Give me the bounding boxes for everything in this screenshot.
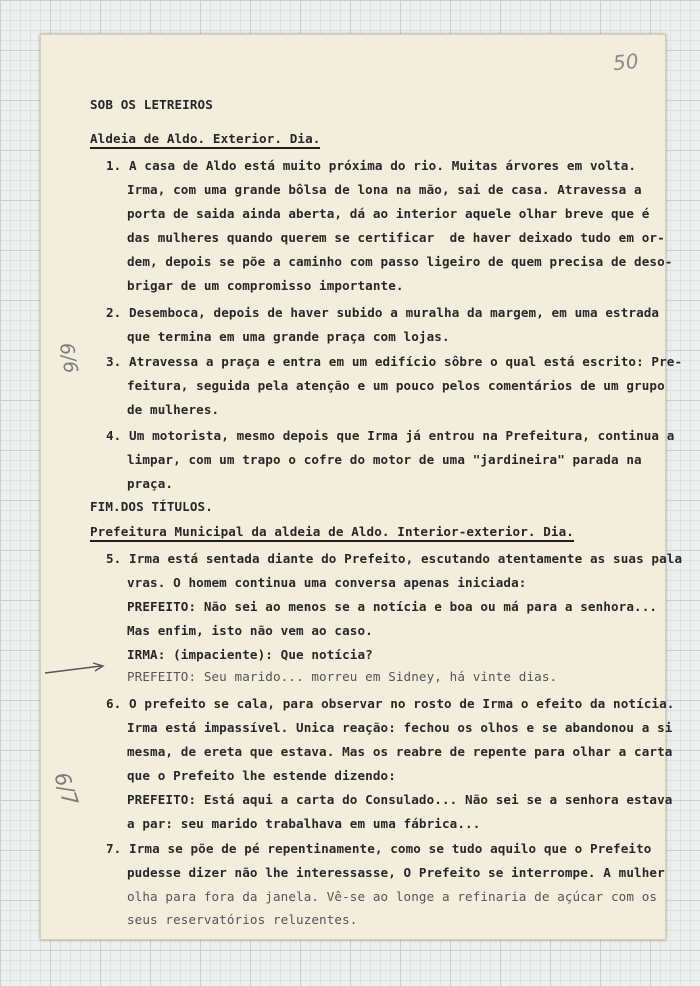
text-line: IRMA: (impaciente): Que notícia? <box>127 647 373 662</box>
text-line: dem, depois se põe a caminho com passo ligeiro de quem precisa de deso- <box>127 254 673 269</box>
scene-heading: Aldeia de Aldo. Exterior. Dia. <box>90 131 320 149</box>
text-line: PREFEITO: Seu marido... morreu em Sidney, há vinte dias. <box>127 669 558 684</box>
text-line: PREFEITO: Não sei ao menos se a notícia e boa ou má para a senhora... <box>127 599 658 614</box>
text-line: PREFEITO: Está aqui a carta do Consulado... Não sei se a senhora estava <box>127 792 673 807</box>
text-line: que o Prefeito lhe estende dizendo: <box>127 768 396 783</box>
document-page <box>40 34 683 940</box>
section-title: FIM.DOS TÍTULOS. <box>90 499 213 514</box>
margin-note-top: 6/6 <box>54 341 82 375</box>
text-line: 4. Um motorista, mesmo depois que Irma já entrou na Prefeitura, continua a <box>106 428 675 443</box>
text-line: Mas enfim, isto não vem ao caso. <box>127 623 373 638</box>
text-line: 5. Irma está sentada diante do Prefeito, escutando atentamente as suas pala <box>106 551 683 566</box>
text-line: 7. Irma se põe de pé repentinamente, como se tudo aquilo que o Prefeito <box>106 841 652 856</box>
text-line: Irma está impassível. Unica reação: fechou os olhos e se abandonou a si <box>127 720 673 735</box>
text-line: 2. Desemboca, depois de haver subido a muralha da margem, em uma estrada <box>106 305 660 320</box>
margin-note-bottom: 6/7 <box>49 769 83 809</box>
text-line: que termina em uma grande praça com lojas. <box>127 329 450 344</box>
text-line: 1. A casa de Aldo está muito próxima do rio. Muitas árvores em volta. <box>106 158 637 173</box>
text-line: brigar de um compromisso importante. <box>127 278 404 293</box>
text-line: de mulheres. <box>127 402 220 417</box>
text-line: Irma, com uma grande bôlsa de lona na mão, sai de casa. Atravessa a <box>127 182 642 197</box>
text-line: limpar, com um trapo o cofre do motor de uma "jardineira" parada na <box>127 452 642 467</box>
text-line: a par: seu marido trabalhava em uma fábrica... <box>127 816 481 831</box>
text-line: feitura, seguida pela atenção e um pouco pelos comentários de um grupo <box>127 378 665 393</box>
text-line: vras. O homem continua uma conversa apenas iniciada: <box>127 575 527 590</box>
text-line: pudesse dizer não lhe interessasse, O Prefeito se interrompe. A mulher <box>127 865 665 880</box>
text-line: porta de saida ainda aberta, dá ao interior aquele olhar breve que é <box>127 206 650 221</box>
text-line: seus reservatórios reluzentes. <box>127 912 358 927</box>
text-line: olha para fora da janela. Vê-se ao longe a refinaria de açúcar com os <box>127 889 658 904</box>
text-line: das mulheres quando querem se certificar de haver deixado tudo em or- <box>127 230 665 245</box>
text-line: 3. Atravessa a praça e entra em um edifício sôbre o qual está escrito: Pre- <box>106 354 683 369</box>
margin-arrow-icon <box>43 661 107 677</box>
text-line: 6. O prefeito se cala, para observar no rosto de Irma o efeito da notícia. <box>106 696 675 711</box>
page-number: 50 <box>611 48 640 76</box>
section-title: SOB OS LETREIROS <box>90 97 213 112</box>
scene-heading: Prefeitura Municipal da aldeia de Aldo. Interior-exterior. Dia. <box>90 524 574 542</box>
text-line: mesma, de ereta que estava. Mas os reabre de repente para olhar a carta <box>127 744 673 759</box>
text-line: praça. <box>127 476 174 491</box>
